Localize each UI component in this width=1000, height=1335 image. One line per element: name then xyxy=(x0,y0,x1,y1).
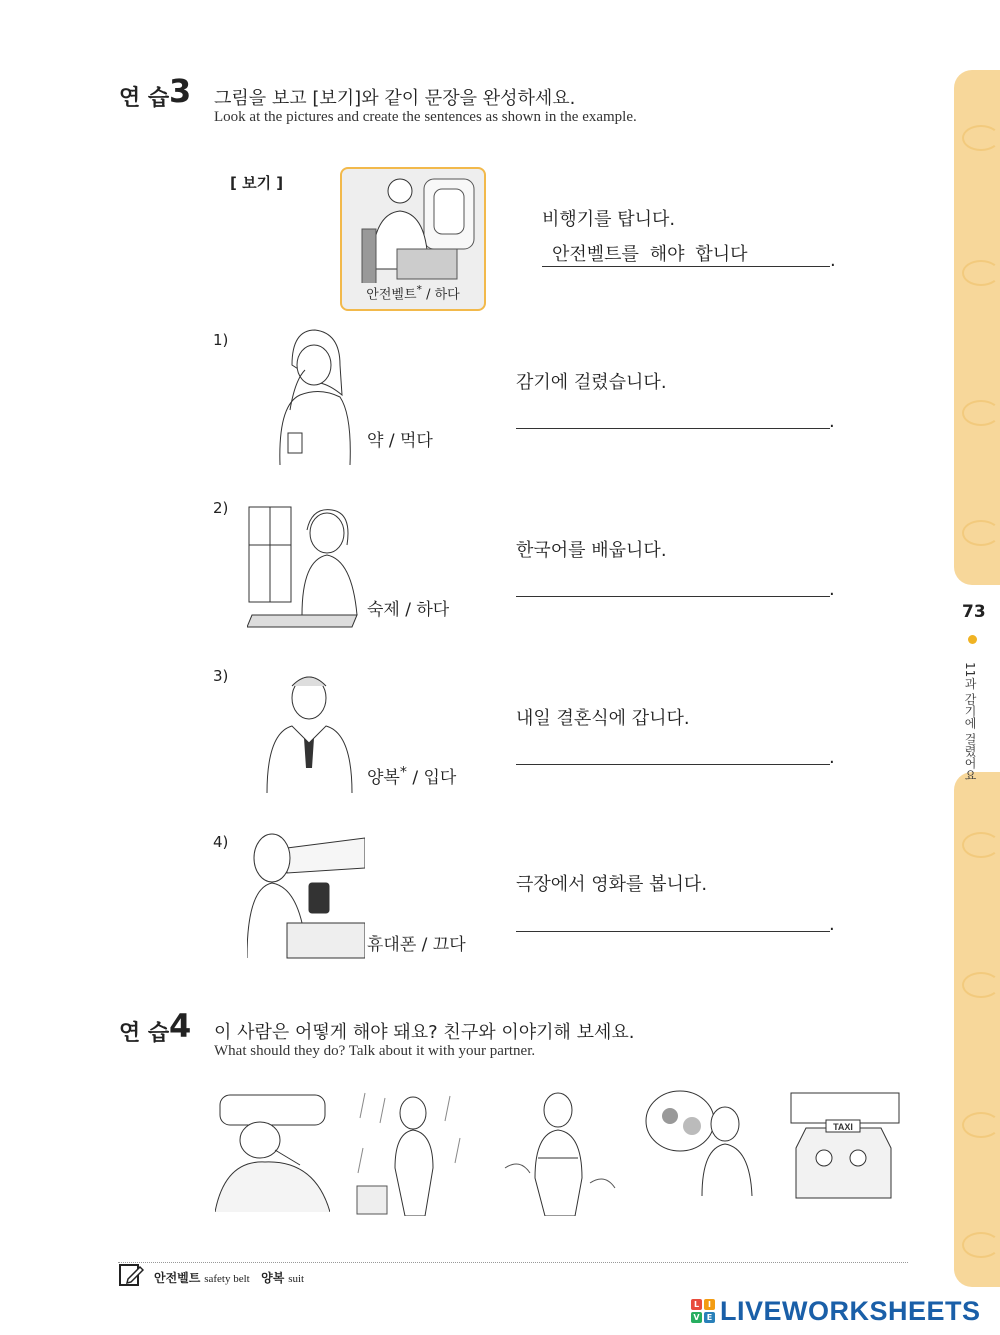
item3-hint-star: * xyxy=(399,764,407,781)
vocab-en-2: suit xyxy=(288,1273,305,1285)
stomachache-illustration xyxy=(640,1086,760,1214)
example-answer: 안전벨트를 해야 합니다 xyxy=(552,244,748,265)
man-with-phone-in-theater-illustration xyxy=(247,828,365,960)
woman-doing-homework-illustration xyxy=(247,505,367,630)
chapter-title: 11과 감기에 걸렸어요 xyxy=(963,662,977,781)
cold-wind-illustration xyxy=(500,1088,618,1216)
footer-divider xyxy=(118,1262,908,1263)
example-picture-frame xyxy=(340,167,486,311)
example-hint-star: * xyxy=(416,283,422,296)
bullet-dot xyxy=(968,635,977,644)
exercise4-instruction-ko: 이 사람은 어떻게 해야 돼요? 친구와 이야기해 보세요. xyxy=(214,1022,635,1043)
item4-hint: 휴대폰 / 끄다 xyxy=(367,935,466,955)
item3-hint xyxy=(367,763,456,788)
item3-answer-line[interactable] xyxy=(516,764,830,765)
man-in-suit-illustration xyxy=(262,668,357,793)
item3-sentence: 내일 결혼식에 갑니다. xyxy=(516,708,690,729)
item4-sentence: 극장에서 영화를 봅니다. xyxy=(516,874,708,895)
exercise4-number: 4 xyxy=(169,1007,192,1045)
exercise3-number: 3 xyxy=(169,72,192,110)
taxi-sign: TAXI xyxy=(833,1122,853,1132)
example-hint-rest: / 하다 xyxy=(421,287,460,303)
item1-sentence: 감기에 걸렸습니다. xyxy=(516,372,667,393)
item3-number: 3) xyxy=(213,667,229,685)
logo-letter-v: V xyxy=(691,1312,702,1323)
item2-period: . xyxy=(829,579,835,600)
item2-hint: 숙제 / 하다 xyxy=(367,600,450,620)
footer-vocab xyxy=(154,1269,304,1286)
item2-sentence: 한국어를 배웁니다. xyxy=(516,540,667,561)
example-answer-line xyxy=(542,266,830,267)
woman-taking-medicine-illustration xyxy=(270,325,355,465)
example-tag: [ 보기 ] xyxy=(230,174,284,192)
exercise3-instruction-ko: 그림을 보고 [보기]와 같이 문장을 완성하세요. xyxy=(214,88,576,109)
item4-answer-line[interactable] xyxy=(516,931,830,932)
item1-period: . xyxy=(829,411,835,432)
exercise4-instruction-en: What should they do? Talk about it with your partner. xyxy=(214,1043,536,1059)
item4-period: . xyxy=(829,914,835,935)
item4-number: 4) xyxy=(213,833,229,851)
example-hint-word: 안전벨트 xyxy=(366,287,417,303)
exercise4-label: 연 습 xyxy=(119,1021,170,1046)
taxi-traffic-illustration xyxy=(786,1088,904,1216)
vocab-en-1: safety belt xyxy=(204,1273,250,1285)
item2-number: 2) xyxy=(213,499,229,517)
item3-hint-word: 양복 xyxy=(367,768,400,788)
page-number: 73 xyxy=(962,602,986,622)
liveworksheets-logo-icon xyxy=(691,1299,717,1325)
item3-hint-rest: / 입다 xyxy=(406,768,457,788)
logo-letter-l: L xyxy=(691,1299,702,1310)
example-period: . xyxy=(830,250,836,271)
item2-answer-line[interactable] xyxy=(516,596,830,597)
note-pencil-icon xyxy=(118,1262,144,1288)
item1-hint: 약 / 먹다 xyxy=(367,431,433,451)
logo-letter-i: I xyxy=(704,1299,715,1310)
example-hint xyxy=(342,283,484,302)
exercise3-label: 연 습 xyxy=(119,86,170,111)
caught-in-rain-illustration xyxy=(355,1088,470,1216)
sick-in-bed-illustration xyxy=(215,1090,330,1212)
vocab-ko-1: 안전벨트 xyxy=(154,1271,201,1285)
item1-answer-line[interactable] xyxy=(516,428,830,429)
example-sentence: 비행기를 탑니다. xyxy=(542,209,676,230)
item1-number: 1) xyxy=(213,331,229,349)
side-tab-top xyxy=(954,70,1000,585)
liveworksheets-brand[interactable]: LIVEWORKSHEETS xyxy=(720,1296,981,1326)
item3-period: . xyxy=(829,747,835,768)
logo-letter-e: E xyxy=(704,1312,715,1323)
side-tab-bottom xyxy=(954,772,1000,1287)
vocab-ko-2: 양복 xyxy=(261,1271,285,1285)
exercise3-instruction-en: Look at the pictures and create the sentences as shown in the example. xyxy=(214,109,637,125)
